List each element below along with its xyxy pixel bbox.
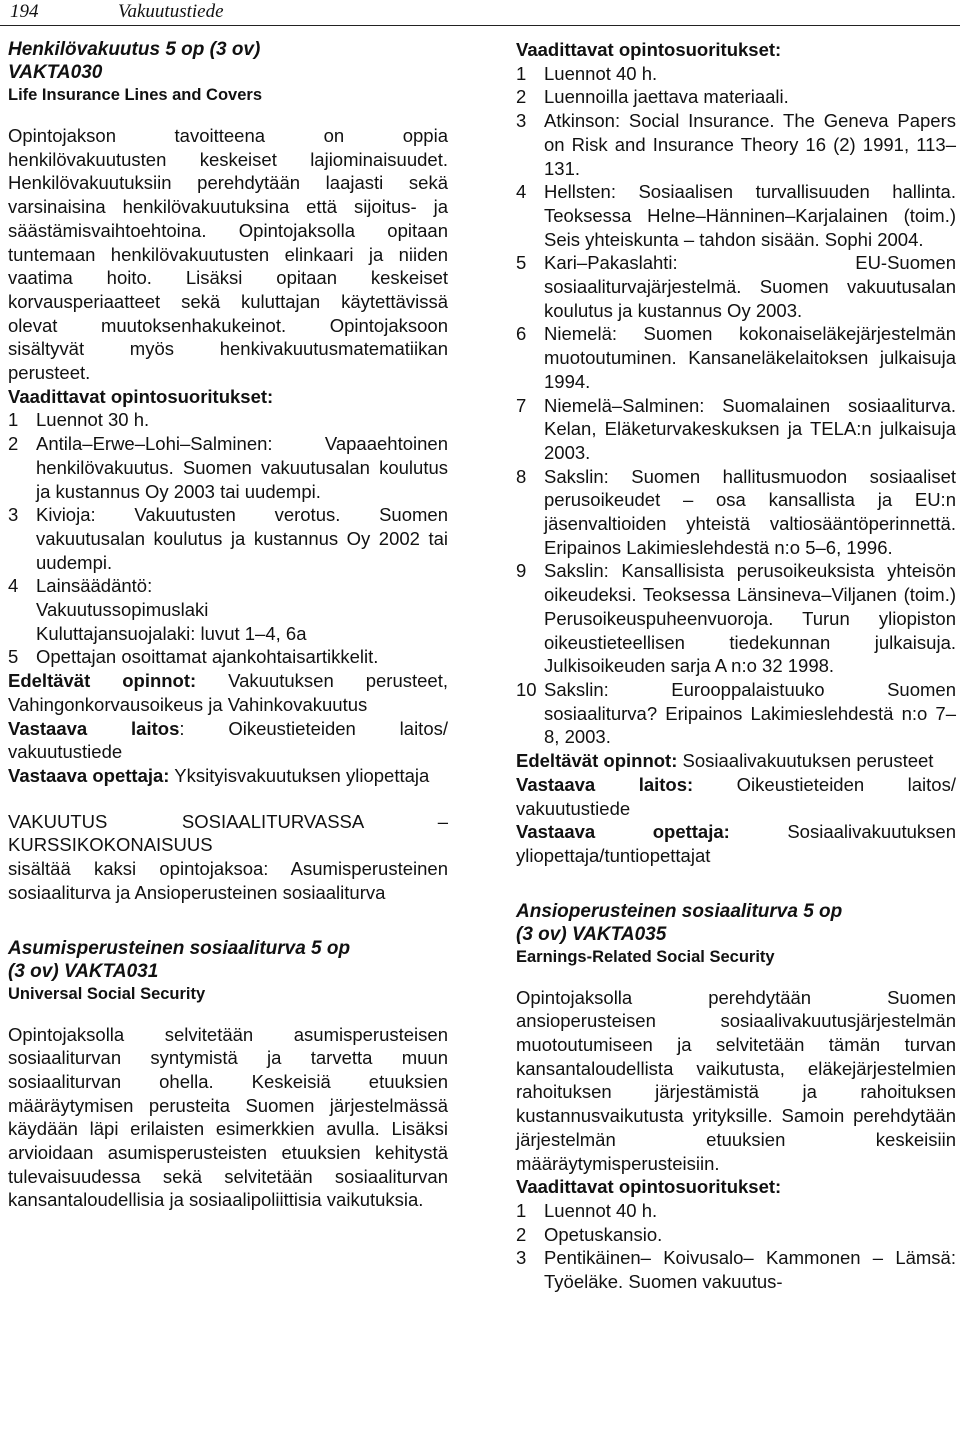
requirements-list (516, 62, 956, 749)
course-description: Opintojaksolla perehdytään Suomen ansioperusteisen sosiaalivakuutusjärjestelmän muotoutumiseen ja selvitetään tämän turvan kansantaloudellista vaikutusta, eläkejärjestelmien rahoituksen järjestämistä ja rahoituksen kustannusvaikutusta yrityksille. Samoin perehdytään järjestelmän etuuksien keskeisiin määräytymisperusteisiin. (516, 986, 956, 1174)
list-item: Vakuutussopimuslaki (36, 599, 209, 621)
course-english-title: Life Insurance Lines and Covers (8, 86, 262, 104)
course-description: Opintojakson tavoitteena on oppia henkilövakuutusten keskeiset lajiominaisuudet. Henkilövakuutuksiin perehdytään laajasti sekä varsinaisina henkilövakuutuksina että sijoitus- ja säästämisvaihtoehtoina. Opintojaksolla opitaan tuntemaan henkilövakuutusten elinkaari ja niiden vaatima hoito. Lisäksi opitaan keskeiset korvausperiaatteet sekä kuluttajan käytettävissä olevat muutoksenhakukeinot. Opintojaksoon sisältyvät myös henkivakuutusmatematiikan perusteet. (8, 125, 448, 384)
list-item: 7 Niemelä–Salminen: Suomalainen sosiaaliturva. Kelan, Eläketurvakeskuksen ja TELA:n julkaisuja 2003. (516, 394, 956, 463)
list-item: 3 Pentikäinen– Koivusalo– Kammonen – Lämsä: Työeläke. Suomen vakuutus- (516, 1247, 956, 1293)
responsible-department: Vastaava laitos: Oikeustieteiden laitos/ vakuutustiede (516, 773, 956, 819)
list-item: 4 Lainsäädäntö: (8, 575, 153, 597)
requirements-heading: Vaadittavat opintosuoritukset: (516, 1176, 782, 1198)
course-asumisperusteinen (8, 937, 448, 1213)
spacer (516, 890, 956, 900)
responsible-teacher: Vastaava opettaja: Yksityisvakuutuksen yliopettaja (8, 764, 430, 786)
spacer (8, 927, 448, 937)
responsible-department: Vastaava laitos: Oikeustieteiden laitos/ vakuutustiede (8, 717, 448, 763)
list-item: 1 Luennot 40 h. (516, 62, 658, 84)
module-title: VAKUUTUS SOSIAALITURVASSA – KURSSIKOKONAISUUS (8, 810, 448, 856)
list-item: 3 Atkinson: Social Insurance. The Geneva Papers on Risk and Insurance Theory 16 (2) 1991, 113–131. (516, 110, 956, 179)
course-code: (3 ov) VAKTA031 (8, 960, 159, 982)
requirements-heading: Vaadittavat opintosuoritukset: (516, 39, 782, 60)
list-item: 6 Niemelä: Suomen kokonaiseläkejärjestelmän muotoutuminen. Kansaneläkelaitoksen julkaisuja 1994. (516, 323, 956, 392)
list-item: 8 Sakslin: Suomen hallitusmuodon sosiaaliset perusoikeudet – osa kansallista ja EU:n jäsenvaltioiden yhteistä valtiosääntöperinnettä. Eripainos Lakimieslehdestä n:o 5–6, 1996. (516, 465, 956, 558)
module-text: sisältää kaksi opintojaksoa: Asumisperusteinen sosiaaliturva ja Ansioperusteinen sosiaaliturva (8, 858, 448, 903)
running-title: Vakuutustiede (118, 1, 224, 22)
course-henkilovakuutus (8, 38, 448, 788)
list-item: Kuluttajansuojalaki: luvut 1–4, 6a (36, 622, 307, 644)
course-title: Asumisperusteinen sosiaaliturva 5 op (8, 937, 351, 959)
left-column (8, 38, 448, 1212)
list-item: 2 Antila–Erwe–Lohi–Salminen: Vapaaehtoinen henkilövakuutus. Suomen vakuutusalan koulutus ja kustannus Oy 2003 tai uudempi. (8, 433, 448, 502)
list-item: 2 Opetuskansio. (516, 1223, 663, 1245)
list-item: 5 Kari–Pakaslahti: EU-Suomen sosiaaliturvajärjestelmä. Suomen vakuutusalan koulutus ja kustannus Oy 2003. (516, 252, 956, 321)
spacer (8, 905, 448, 927)
responsible-teacher: Vastaava opettaja: Sosiaalivakuutuksen yliopettaja/tuntiopettajat (516, 821, 956, 866)
list-item: 10 Sakslin: Eurooppalaistuuko Suomen sosiaaliturva? Eripainos Lakimieslehdestä n:o 7–8, 2003. (516, 678, 956, 748)
running-header (0, 0, 960, 26)
prerequisites: Edeltävät opinnot: Vakuutuksen perusteet, Vahingonkorvausoikeus ja Vahinkovakuutus (8, 670, 448, 715)
list-item: 1 Luennot 30 h. (8, 409, 150, 431)
header-rule (0, 25, 960, 26)
spacer (8, 788, 448, 810)
list-item: 5 Opettajan osoittamat ajankohtaisartikkelit. (8, 646, 379, 668)
course-english-title: Universal Social Security (8, 984, 206, 1003)
requirements-list (516, 1199, 956, 1294)
course-english-title: Earnings-Related Social Security (516, 947, 775, 966)
module-block (8, 810, 448, 905)
list-item: 2 Luennoilla jaettava materiaali. (516, 86, 789, 108)
course-title: Henkilövakuutus 5 op (3 ov) (8, 39, 261, 60)
right-column (516, 38, 956, 1294)
list-item: 3 Kivioja: Vakuutusten verotus. Suomen vakuutusalan koulutus ja kustannus Oy 2002 tai uudempi. (8, 504, 448, 573)
spacer (516, 868, 956, 890)
course-asumisperusteinen-continued (516, 38, 956, 868)
course-code: VAKTA030 (8, 62, 103, 83)
requirements-list (8, 408, 448, 669)
list-item: 9 Sakslin: Kansallisista perusoikeuksista yhteisön oikeudeksi. Teoksessa Länsineva–Viljanen (toim.) Perusoikeuspuheenvuoroja. Turun yliopiston oikeustieteellisen tiedekunnan julkaisuja. Julkisoikeuden sarja A n:o 32 1998. (516, 560, 956, 677)
list-item: 4 Hellsten: Sosiaalisen turvallisuuden hallinta. Teoksessa Helne–Hänninen–Karjalainen (toim.) Seis yhteiskunta – tahdon sisään. Sophi 2004. (516, 181, 956, 250)
requirements-heading: Vaadittavat opintosuoritukset: (8, 385, 274, 407)
list-item: 1 Luennot 40 h. (516, 1199, 658, 1221)
prerequisites: Edeltävät opinnot: Sosiaalivakuutuksen perusteet (516, 750, 934, 772)
course-description: Opintojaksolla selvitetään asumisperusteisen sosiaaliturvan syntymistä ja tarvetta muun sosiaaliturvan ohella. Keskeisiä etuuksien määräytymisen perusteita Suomen järjestelmässä käydään läpi erilaisten esimerkkien avulla. Lisäksi arvioidaan asumisperusteisten etuuksien kehitystä tulevaisuudessa sekä selvitetään sosiaaliturvan kansantaloudellisia ja sosiaalipoliittisia vaikutuksia. (8, 1023, 448, 1211)
course-code: (3 ov) VAKTA035 (516, 923, 667, 945)
course-ansioperusteinen (516, 900, 956, 1294)
course-title: Ansioperusteinen sosiaaliturva 5 op (516, 900, 843, 922)
page-number: 194 (10, 1, 39, 22)
